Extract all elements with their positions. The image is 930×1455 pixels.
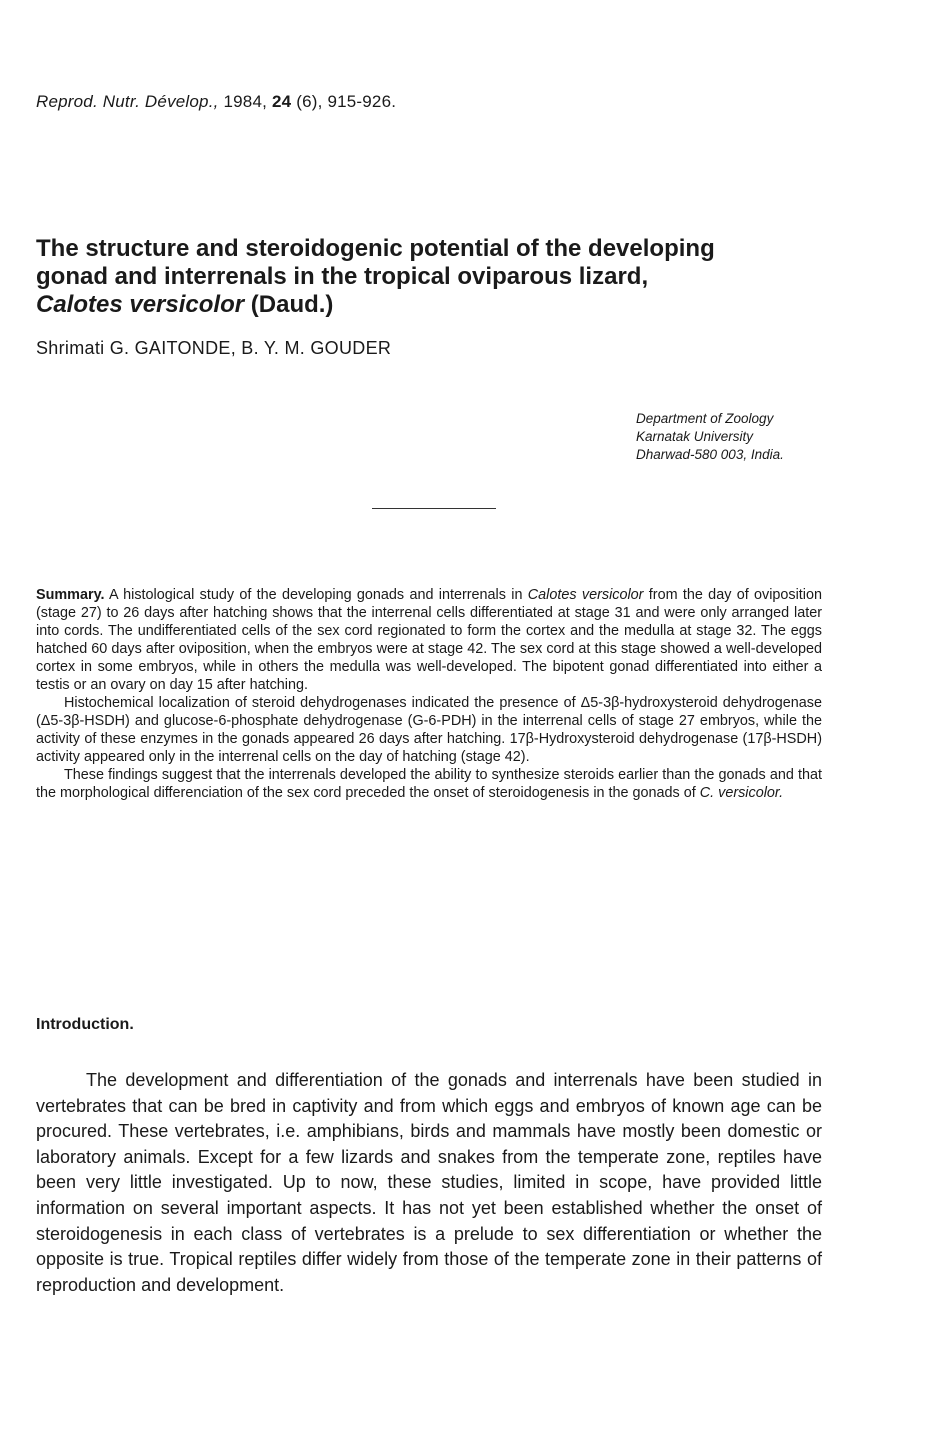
summary-text-3a: These findings suggest that the interrenals developed the ability to synthesize steroids earlier than the gonads and that the morphological differenciation of the sex cord preceded the onset of steroidogenesis in the gonads of — [36, 767, 822, 801]
summary-species-1: Calotes versicolor — [527, 587, 644, 603]
summary-species-3: C. versicolor. — [699, 785, 784, 801]
introduction-paragraph: The development and differentiation of the gonads and interrenals have been studied in vertebrates that can be bred in captivity and from which eggs and embryos of known age can be procured. These vertebrates, i.e. amphibians, birds and mammals have mostly been domestic or laboratory animals. Except for a few lizards and snakes from the temperate zone, reptiles have been very little investigated. Up to now, these studies, limited in scope, have provided little information on several important aspects. It has not yet been established whether the onset of steroidogenesis in each class of vertebrates is a prelude to sex differentiation or whether the opposite is true. Tropical reptiles differ widely from those of the temperate zone in their patterns of reproduction and development. — [36, 1070, 822, 1295]
affiliation-address: Dharwad-580 003, India. — [636, 447, 784, 462]
journal-issue-pages: (6), 915-926. — [296, 92, 397, 111]
journal-volume: 24 — [271, 92, 292, 111]
journal-reference — [36, 92, 396, 112]
title-species: Calotes versicolor — [36, 291, 245, 318]
summary-label: Summary. — [36, 587, 105, 603]
summary-text-1a: A histological study of the developing gonads and interrenals in — [104, 587, 528, 603]
affiliation-university: Karnatak University — [636, 429, 754, 444]
summary-section — [36, 586, 822, 802]
introduction-heading: Introduction. — [36, 1016, 134, 1033]
title-line-2: gonad and interrenals in the tropical oviparous lizard, — [36, 263, 649, 290]
article-title — [36, 235, 876, 319]
title-line-1: The structure and steroidogenic potential of the developing — [36, 235, 715, 262]
affiliation-department: Department of Zoology — [636, 411, 774, 426]
author-list: Shrimati G. GAITONDE, B. Y. M. GOUDER — [36, 338, 392, 358]
title-authority: (Daud.) — [250, 291, 334, 318]
journal-name: Reprod. Nutr. Dévelop., — [36, 92, 219, 111]
summary-text-1b: from the day of oviposition (stage 27) to 26 days after hatching shows that the interrenal cells differentiated at stage 31 and were only arranged later into cords. The undifferentiated cells of the sex cord regionated to form the cortex and the medulla at stage 32. The eggs hatched 60 days after oviposition, when the embryos were at stage 42. The sex cord at this stage showed a well-developed cortex in some embryos, while in others the medulla was well-developed. The bipotent gonad differentiated into either a testis or an ovary on day 15 after hatching. — [36, 587, 823, 693]
summary-paragraph-1 — [36, 586, 822, 694]
summary-paragraph-3 — [36, 766, 822, 802]
section-divider — [372, 508, 496, 510]
affiliation — [636, 410, 896, 464]
journal-year: 1984, — [223, 92, 268, 111]
summary-paragraph-2: Histochemical localization of steroid dehydrogenases indicated the presence of Δ5-3β-hydroxysteroid dehydrogenase (Δ5-3β-HSDH) and glucose-6-phosphate dehydrogenase (G-6-PDH) in the interrenal cells of stage 27 embryos, while the activity of these enzymes in the gonads appeared 26 days after hatching. 17β-Hydroxysteroid dehydrogenase (17β-HSDH) activity appeared only in the interrenal cells on the day of hatching (stage 42). — [36, 695, 822, 765]
